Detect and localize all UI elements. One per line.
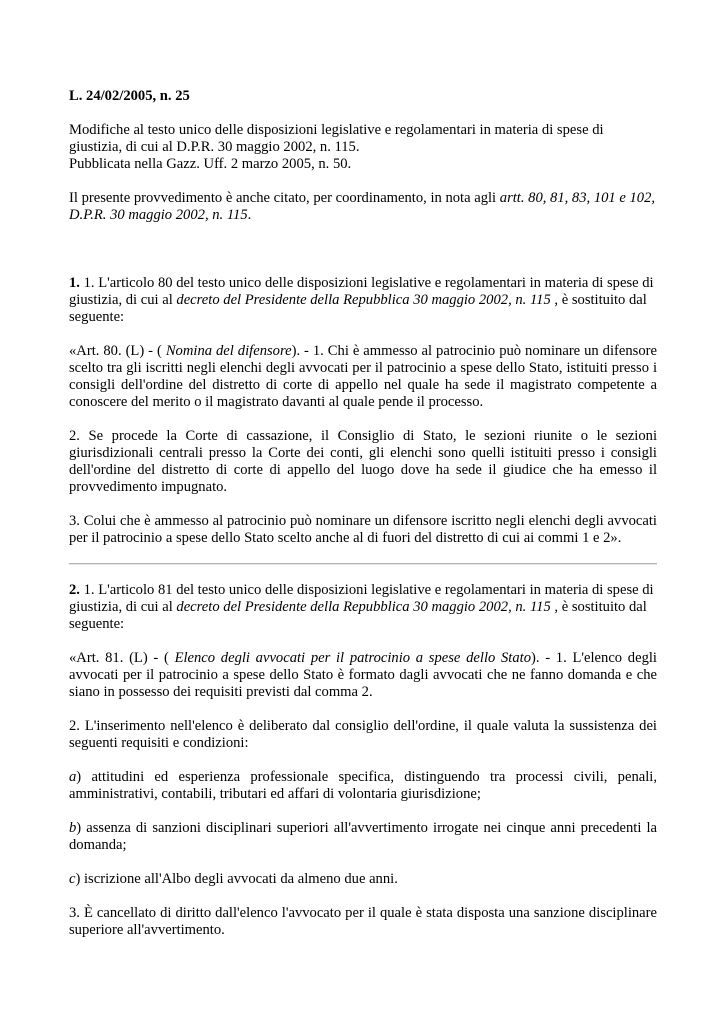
document-page bbox=[69, 88, 657, 939]
publication-note: Pubblicata nella Gazz. Uff. 2 marzo 2005, n. 50. bbox=[69, 156, 352, 172]
section-divider bbox=[69, 563, 657, 565]
article-paragraph: 2. L'inserimento nell'elenco è deliberato dal consiglio dell'ordine, il quale valuta la sussistenza dei seguenti requisiti e condizioni: bbox=[69, 718, 657, 751]
law-reference: L. 24/02/2005, n. 25 bbox=[69, 88, 190, 104]
article-number: 1. bbox=[69, 275, 80, 291]
list-item: c) iscrizione all'Albo degli avvocati da almeno due anni. bbox=[69, 871, 398, 887]
list-item: b) assenza di sanzioni disciplinari superiori all'avvertimento irrogate nei cinque anni precedenti la domanda; bbox=[69, 820, 657, 853]
article-text: «Art. 81. (L) - ( Elenco degli avvocati per il patrocinio a spese dello Stato). - 1. L'elenco degli avvocati per il patrocinio a spese dello Stato è formato dagli avvocati che ne fanno domanda e che siano in possesso dei requisiti previsti dal comma 2. bbox=[69, 650, 657, 700]
coordination-note: Il presente provvedimento è anche citato, per coordinamento, in nota agli artt. 80, 81, 83, 101 e 102, D.P.R. 30 maggio 2002, n. 115. bbox=[69, 190, 656, 223]
document-title: Modifiche al testo unico delle disposizioni legislative e regolamentari in materia di spese di giustizia, di cui al D.P.R. 30 maggio 2002, n. 115. bbox=[69, 122, 604, 155]
article-number: 2. bbox=[69, 582, 80, 598]
article-1 bbox=[69, 275, 657, 547]
article-intro: 2. 1. L'articolo 81 del testo unico delle disposizioni legislative e regolamentari in materia di spese di giustizia, di cui al decreto del Presidente della Repubblica 30 maggio 2002, n. 115 , è sostituito dal seguente: bbox=[69, 582, 654, 632]
article-text: «Art. 80. (L) - ( Nomina del difensore). - 1. Chi è ammesso al patrocinio può nominare un difensore scelto tra gli iscritti negli elenchi degli avvocati per il patrocinio a spese dello Stato, istituiti presso i consigli dell'ordine del distretto di corte di appello nel quale ha sede il magistrato competente a conoscere del merito o il magistrato davanti al quale pende il processo. bbox=[69, 343, 657, 410]
article-paragraph: 2. Se procede la Corte di cassazione, il Consiglio di Stato, le sezioni riunite o le sezioni giurisdizionali centrali presso la Corte dei conti, gli elenchi sono quelli istituiti presso i consigli dell'ordine del distretto di corte di appello del luogo dove ha sede il giudice che ha emesso il provvedimento impugnato. bbox=[69, 428, 657, 495]
list-item: a) attitudini ed esperienza professionale specifica, distinguendo tra processi civili, penali, amministrativi, contabili, tributari ed affari di volontaria giurisdizione; bbox=[69, 769, 657, 802]
article-intro: 1. 1. L'articolo 80 del testo unico delle disposizioni legislative e regolamentari in materia di spese di giustizia, di cui al decreto del Presidente della Repubblica 30 maggio 2002, n. 115 , è sostituito dal seguente: bbox=[69, 275, 654, 325]
article-paragraph: 3. Colui che è ammesso al patrocinio può nominare un difensore iscritto negli elenchi degli avvocati per il patrocinio a spese dello Stato scelto anche al di fuori del distretto di cui ai commi 1 e 2». bbox=[69, 513, 657, 546]
article-paragraph: 3. È cancellato di diritto dall'elenco l'avvocato per il quale è stata disposta una sanzione disciplinare superiore all'avvertimento. bbox=[69, 905, 657, 938]
article-2 bbox=[69, 582, 657, 939]
